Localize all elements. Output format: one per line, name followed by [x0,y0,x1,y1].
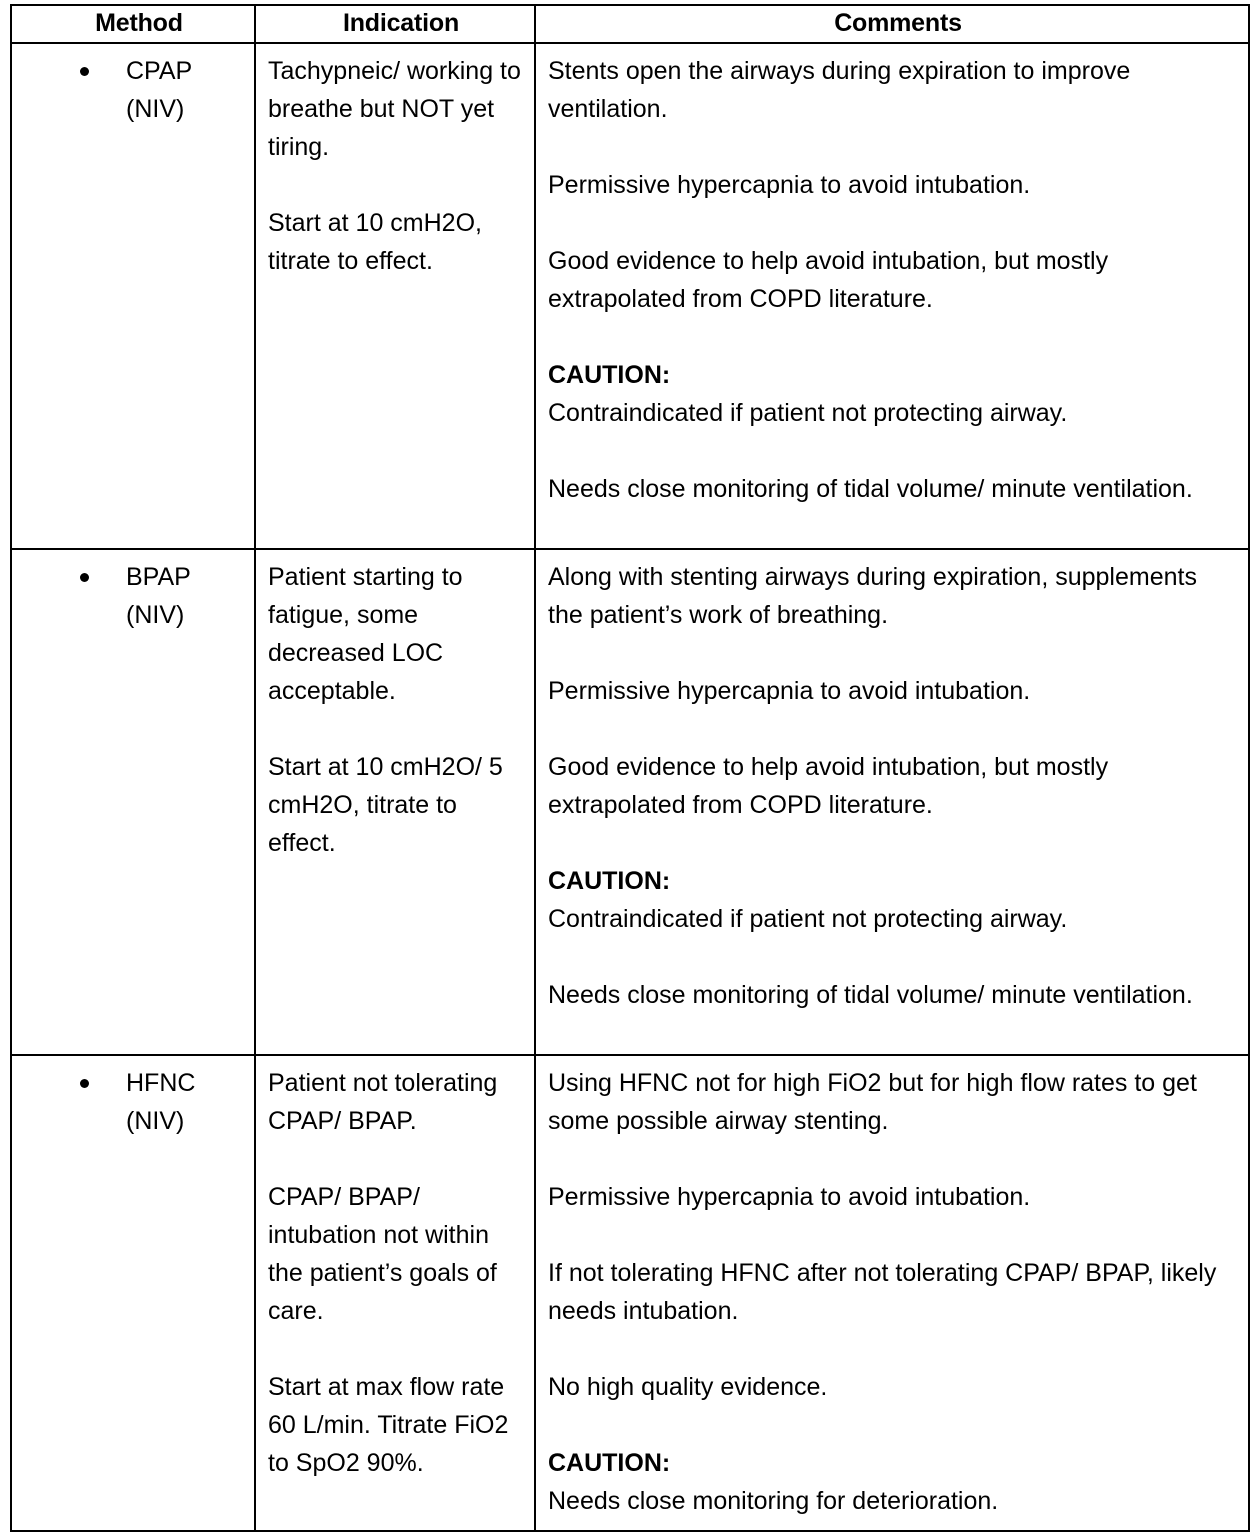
table-row [11,549,1249,1055]
cell-indication-bpap [255,549,535,1055]
caution-label: CAUTION: [548,361,671,389]
cell-indication-cpap [255,43,535,549]
comment-paragraph: Good evidence to help avoid intubation, but mostly extrapolated from COPD literature. [548,753,1109,819]
table-row [11,1055,1249,1531]
comment-paragraph: Needs close monitoring of tidal volume/ minute ventilation. [548,475,1193,503]
method-name: BPAP [126,563,191,591]
column-header-comments [535,5,1249,43]
column-header-method [11,5,255,43]
table-header-row [11,5,1249,43]
indication-paragraph: CPAP/ BPAP/ intubation not within the patient’s goals of care. [268,1183,497,1325]
cell-method-bpap [11,549,255,1055]
niv-methods-table [10,4,1250,1532]
comment-paragraph: Permissive hypercapnia to avoid intubation. [548,171,1031,199]
method-bullet-list [24,558,244,634]
indication-paragraph: Start at 10 cmH2O/ 5 cmH2O, titrate to effect. [268,753,503,857]
comment-paragraph: Using HFNC not for high FiO2 but for high flow rates to get some possible airway stenting. [548,1069,1197,1135]
cell-comments-bpap [535,549,1249,1055]
cell-comments-cpap [535,43,1249,549]
bullet-icon [80,67,89,76]
indication-paragraph: Start at max flow rate 60 L/min. Titrate FiO2 to SpO2 90%. [268,1373,509,1477]
column-header-method-label: Method [95,9,183,37]
caution-paragraph: Contraindicated if patient not protecting airway. [548,399,1068,427]
caution-label: CAUTION: [548,1449,671,1477]
caution-paragraph: Contraindicated if patient not protecting airway. [548,905,1068,933]
indication-paragraph: Patient not tolerating CPAP/ BPAP. [268,1069,498,1135]
method-subtitle: (NIV) [126,1107,185,1135]
cell-method-hfnc [11,1055,255,1531]
indication-cell-inner [256,1056,534,1492]
indication-paragraph: Start at 10 cmH2O, titrate to effect. [268,209,482,275]
list-item [24,558,244,634]
cell-indication-hfnc [255,1055,535,1531]
table-body [11,43,1249,1531]
comment-paragraph: Stents open the airways during expiration to improve ventilation. [548,57,1131,123]
comment-paragraph: Needs close monitoring of tidal volume/ minute ventilation. [548,981,1193,1009]
indication-paragraph: Tachypneic/ working to breathe but NOT yet tiring. [268,57,521,161]
method-cell-inner [12,550,254,644]
bullet-icon [80,573,89,582]
comments-cell-inner [536,1056,1248,1530]
comment-paragraph: Good evidence to help avoid intubation, but mostly extrapolated from COPD literature. [548,247,1109,313]
caution-paragraph: Needs close monitoring for deterioration. [548,1487,999,1515]
method-name: CPAP [126,57,193,85]
method-subtitle: (NIV) [126,601,185,629]
comments-cell-inner [536,550,1248,1024]
column-header-indication-label: Indication [342,9,460,37]
comment-paragraph: Permissive hypercapnia to avoid intubation. [548,1183,1031,1211]
method-bullet-list [24,52,244,128]
list-item [24,52,244,128]
method-cell-inner [12,1056,254,1150]
method-subtitle: (NIV) [126,95,185,123]
comment-paragraph: Along with stenting airways during expiration, supplements the patient’s work of breathing. [548,563,1197,629]
column-header-comments-label: Comments [834,9,962,37]
list-item [24,1064,244,1140]
indication-paragraph: Patient starting to fatigue, some decreased LOC acceptable. [268,563,463,705]
table-row [11,43,1249,549]
comment-paragraph: Permissive hypercapnia to avoid intubation. [548,677,1031,705]
comment-paragraph: No high quality evidence. [548,1373,828,1401]
caution-label: CAUTION: [548,867,671,895]
indication-cell-inner [256,550,534,872]
method-bullet-list [24,1064,244,1140]
column-header-indication [255,5,535,43]
bullet-icon [80,1079,89,1088]
comments-cell-inner [536,44,1248,518]
table-header [11,5,1249,43]
method-name: HFNC [126,1069,196,1097]
cell-comments-hfnc [535,1055,1249,1531]
cell-method-cpap [11,43,255,549]
comment-paragraph: If not tolerating HFNC after not tolerating CPAP/ BPAP, likely needs intubation. [548,1259,1217,1325]
indication-cell-inner [256,44,534,290]
method-cell-inner [12,44,254,138]
